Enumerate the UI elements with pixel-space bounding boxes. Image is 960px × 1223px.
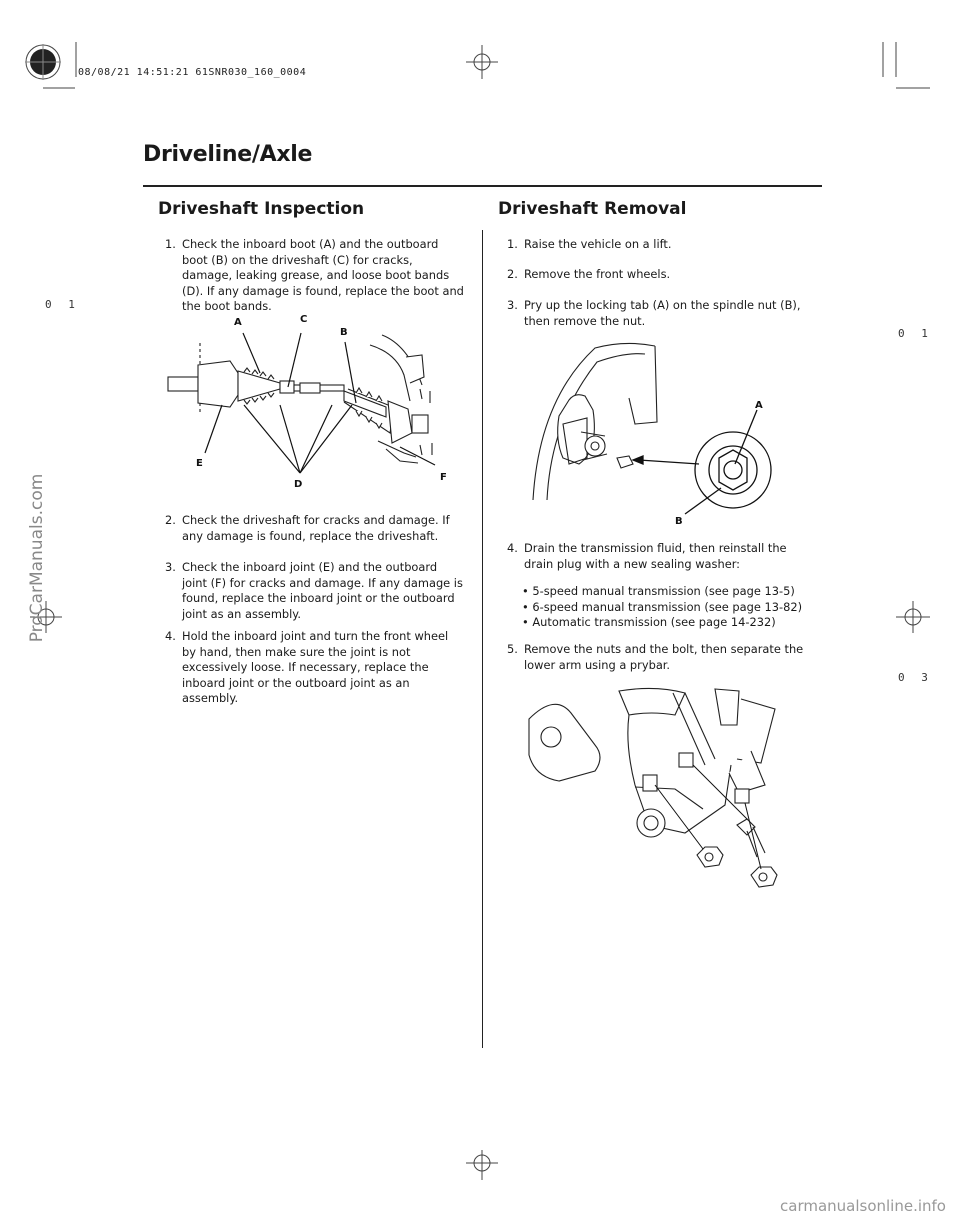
label-b: B [340,327,348,338]
inspection-step-4: 4. Hold the inboard joint and turn the front wheel by hand, then make sure the joint is not excessively loose. If necessary, replace the inboard joint or the outboard joint as an assembly. [165,629,449,705]
removal-step-1: 1. Raise the vehicle on a lift. [507,237,672,251]
side-watermark: ProCarManuals.com [27,473,47,643]
label-a-removal: A [755,400,763,411]
inspection-step-1: 1. Check the inboard boot (A) and the outboard boot (B) on the driveshaft (C) for cracks, damage, leaking grease, and loose boot bands (D). If any damage is found, replace the boot and the boot bands. [165,237,464,313]
label-a: A [234,317,242,328]
heading-driveshaft-inspection: Driveshaft Inspection [158,199,365,219]
bullet-6-speed: • 6-speed manual transmission (see page 13-82) [522,599,803,614]
removal-step-5: 5. Remove the nuts and the bolt, then separate the lower arm using a prybar. [507,642,804,672]
print-timestamp: 08/08/21 14:51:21 61SNR030_160_0004 [78,67,307,78]
inspection-step-3: 3. Check the inboard joint (E) and the outboard joint (F) for cracks and damage. If any damage is found, replace the inboard joint or the outboard joint as an assembly. [165,560,463,621]
spindle-nut-illustration [525,340,795,535]
margin-mark-right-top: 0 1 [898,327,933,340]
label-e: E [196,458,203,469]
heading-driveshaft-removal: Driveshaft Removal [498,199,687,219]
page-title: Driveline/Axle [143,142,313,167]
transmission-page-list [522,584,812,631]
label-d: D [294,479,303,490]
footer-watermark: carmanualsonline.info [780,1197,946,1215]
label-f: F [440,472,447,483]
inspection-step-2: 2. Check the driveshaft for cracks and damage. If any damage is found, replace the driveshaft. [165,513,450,543]
registration-target-icon [25,44,61,80]
bullet-automatic: • Automatic transmission (see page 14-232) [522,615,776,629]
margin-mark-right-bottom: 0 3 [898,671,933,684]
lower-arm-illustration [525,685,790,900]
bullet-5-speed: • 5-speed manual transmission (see page 13-5) [522,584,795,598]
title-rule [143,185,822,187]
removal-step-3: 3. Pry up the locking tab (A) on the spindle nut (B), then remove the nut. [507,298,801,328]
label-b-removal: B [675,516,683,527]
label-c: C [300,314,308,325]
column-divider [482,230,483,1048]
removal-step-2: 2. Remove the front wheels. [507,267,671,281]
driveshaft-illustration [160,305,460,495]
removal-step-4: 4. Drain the transmission fluid, then reinstall the drain plug with a new sealing washer: [507,541,787,571]
margin-mark-left: 0 1 [45,298,80,311]
